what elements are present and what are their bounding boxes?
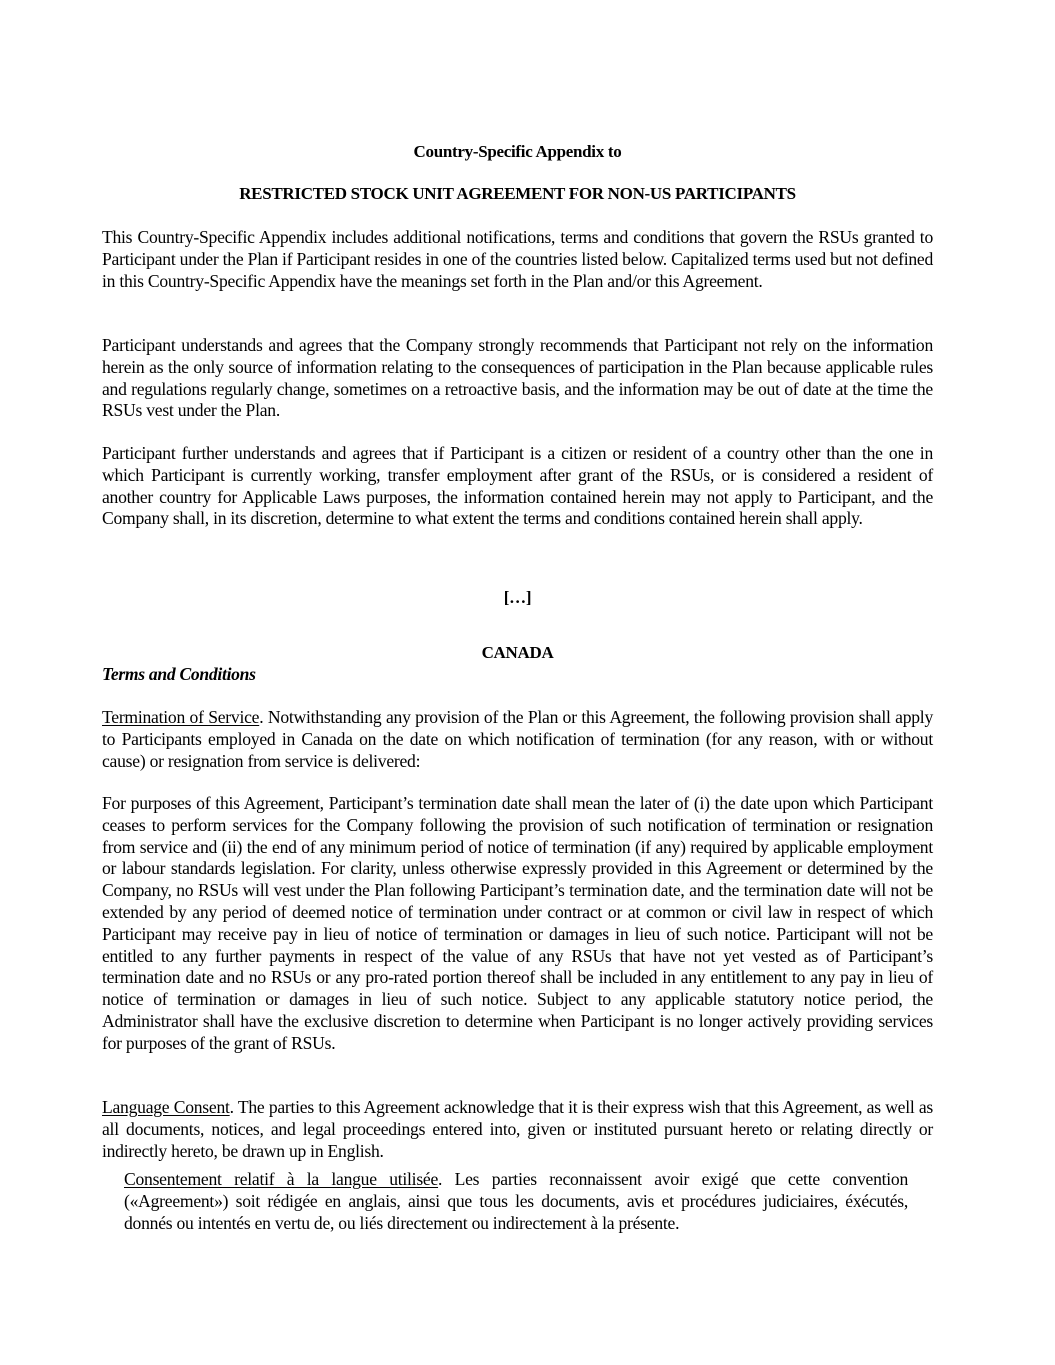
language-consent-fr-text: . Les parties reconnaissent avoir exigé que cette convention («Agreement») soit rédigée en anglais, ainsi que tous les documents, avis et procédures judiciaires, éxécutés, donnés ou intentés en vertu de, ou liés directement ou indirectement à la présente. (124, 1169, 908, 1233)
document-subtitle: RESTRICTED STOCK UNIT AGREEMENT FOR NON-US PARTICIPANTS (239, 184, 796, 203)
termination-detail-paragraph: For purposes of this Agreement, Participant’s termination date shall mean the later of (i) the date upon which Participant ceases to perform services for the Company following the provision of such notification of termination or resignation from service and (ii) the end of any minimum period of notice of termination (if any) required by applicable employment or labour standards legislation. For clarity, unless otherwise expressly provided in this Agreement or determined by the Company, no RSUs will vest under the Plan following Participant’s termination date, and the termination date will not be extended by any period of deemed notice of termination under contract or at common or civil law in respect of which Participant may receive pay in lieu of notice of termination or damages in lieu of such notice. Participant will not be entitled to any further payments in respect of the value of any RSUs that have not yet vested as of Participant’s termination date and no RSUs or any pro-rated portion thereof shall be included in any entitlement to any pay in lieu of notice of termination or damages in lieu of such notice. Subject to any applicable statutory notice period, the Administrator shall have the exclusive discretion to determine when Participant is no longer actively providing services for purposes of the grant of RSUs. (102, 793, 933, 1053)
language-consent-fr-label: Consentement relatif à la langue utilisée (124, 1169, 439, 1189)
language-consent-text: . The parties to this Agreement acknowledge that it is their express wish that this Agreement, as well as all documents, notices, and legal proceedings entered into, given or instituted pursuant hereto or relating directly or indirectly hereto, be drawn up in English. (102, 1097, 934, 1161)
section-heading: Terms and Conditions (102, 664, 256, 684)
language-consent-label: Language Consent (102, 1097, 230, 1117)
language-consent-fr-paragraph (124, 1169, 908, 1234)
intro-paragraph-3: Participant further understands and agrees that if Participant is a citizen or resident of a country other than the one in which Participant is currently working, transfer employment after grant of the RSUs, or is considered a resident of another country for Applicable Laws purposes, the information contained herein may not apply to Participant, and the Company shall, in its discretion, determine to what extent the terms and conditions contained herein shall apply. (102, 443, 933, 529)
intro-paragraph-1: This Country-Specific Appendix includes additional notifications, terms and conditions that govern the RSUs granted to Participant under the Plan if Participant resides in one of the countries listed below. Capitalized terms used but not defined in this Country-Specific Appendix have the meanings set forth in the Plan and/or this Agreement. (102, 227, 933, 291)
termination-text: . Notwithstanding any provision of the Plan or this Agreement, the following provision shall apply to Participants employed in Canada on the date on which notification of termination (for any reason, with or without cause) or resignation from service is delivered: (102, 707, 933, 771)
termination-label: Termination of Service (102, 707, 260, 727)
intro-paragraph-2: Participant understands and agrees that the Company strongly recommends that Participant not rely on the information herein as the only source of information relating to the consequences of participation in the Plan because applicable rules and regulations regularly change, sometimes on a retroactive basis, and the information may be out of date at the time the RSUs vest under the Plan. (102, 335, 933, 421)
language-consent-paragraph (102, 1097, 933, 1162)
country-heading: CANADA (481, 643, 554, 662)
document-title: Country-Specific Appendix to (413, 142, 622, 161)
omission-marker: […] (503, 588, 532, 607)
termination-paragraph (102, 707, 933, 772)
